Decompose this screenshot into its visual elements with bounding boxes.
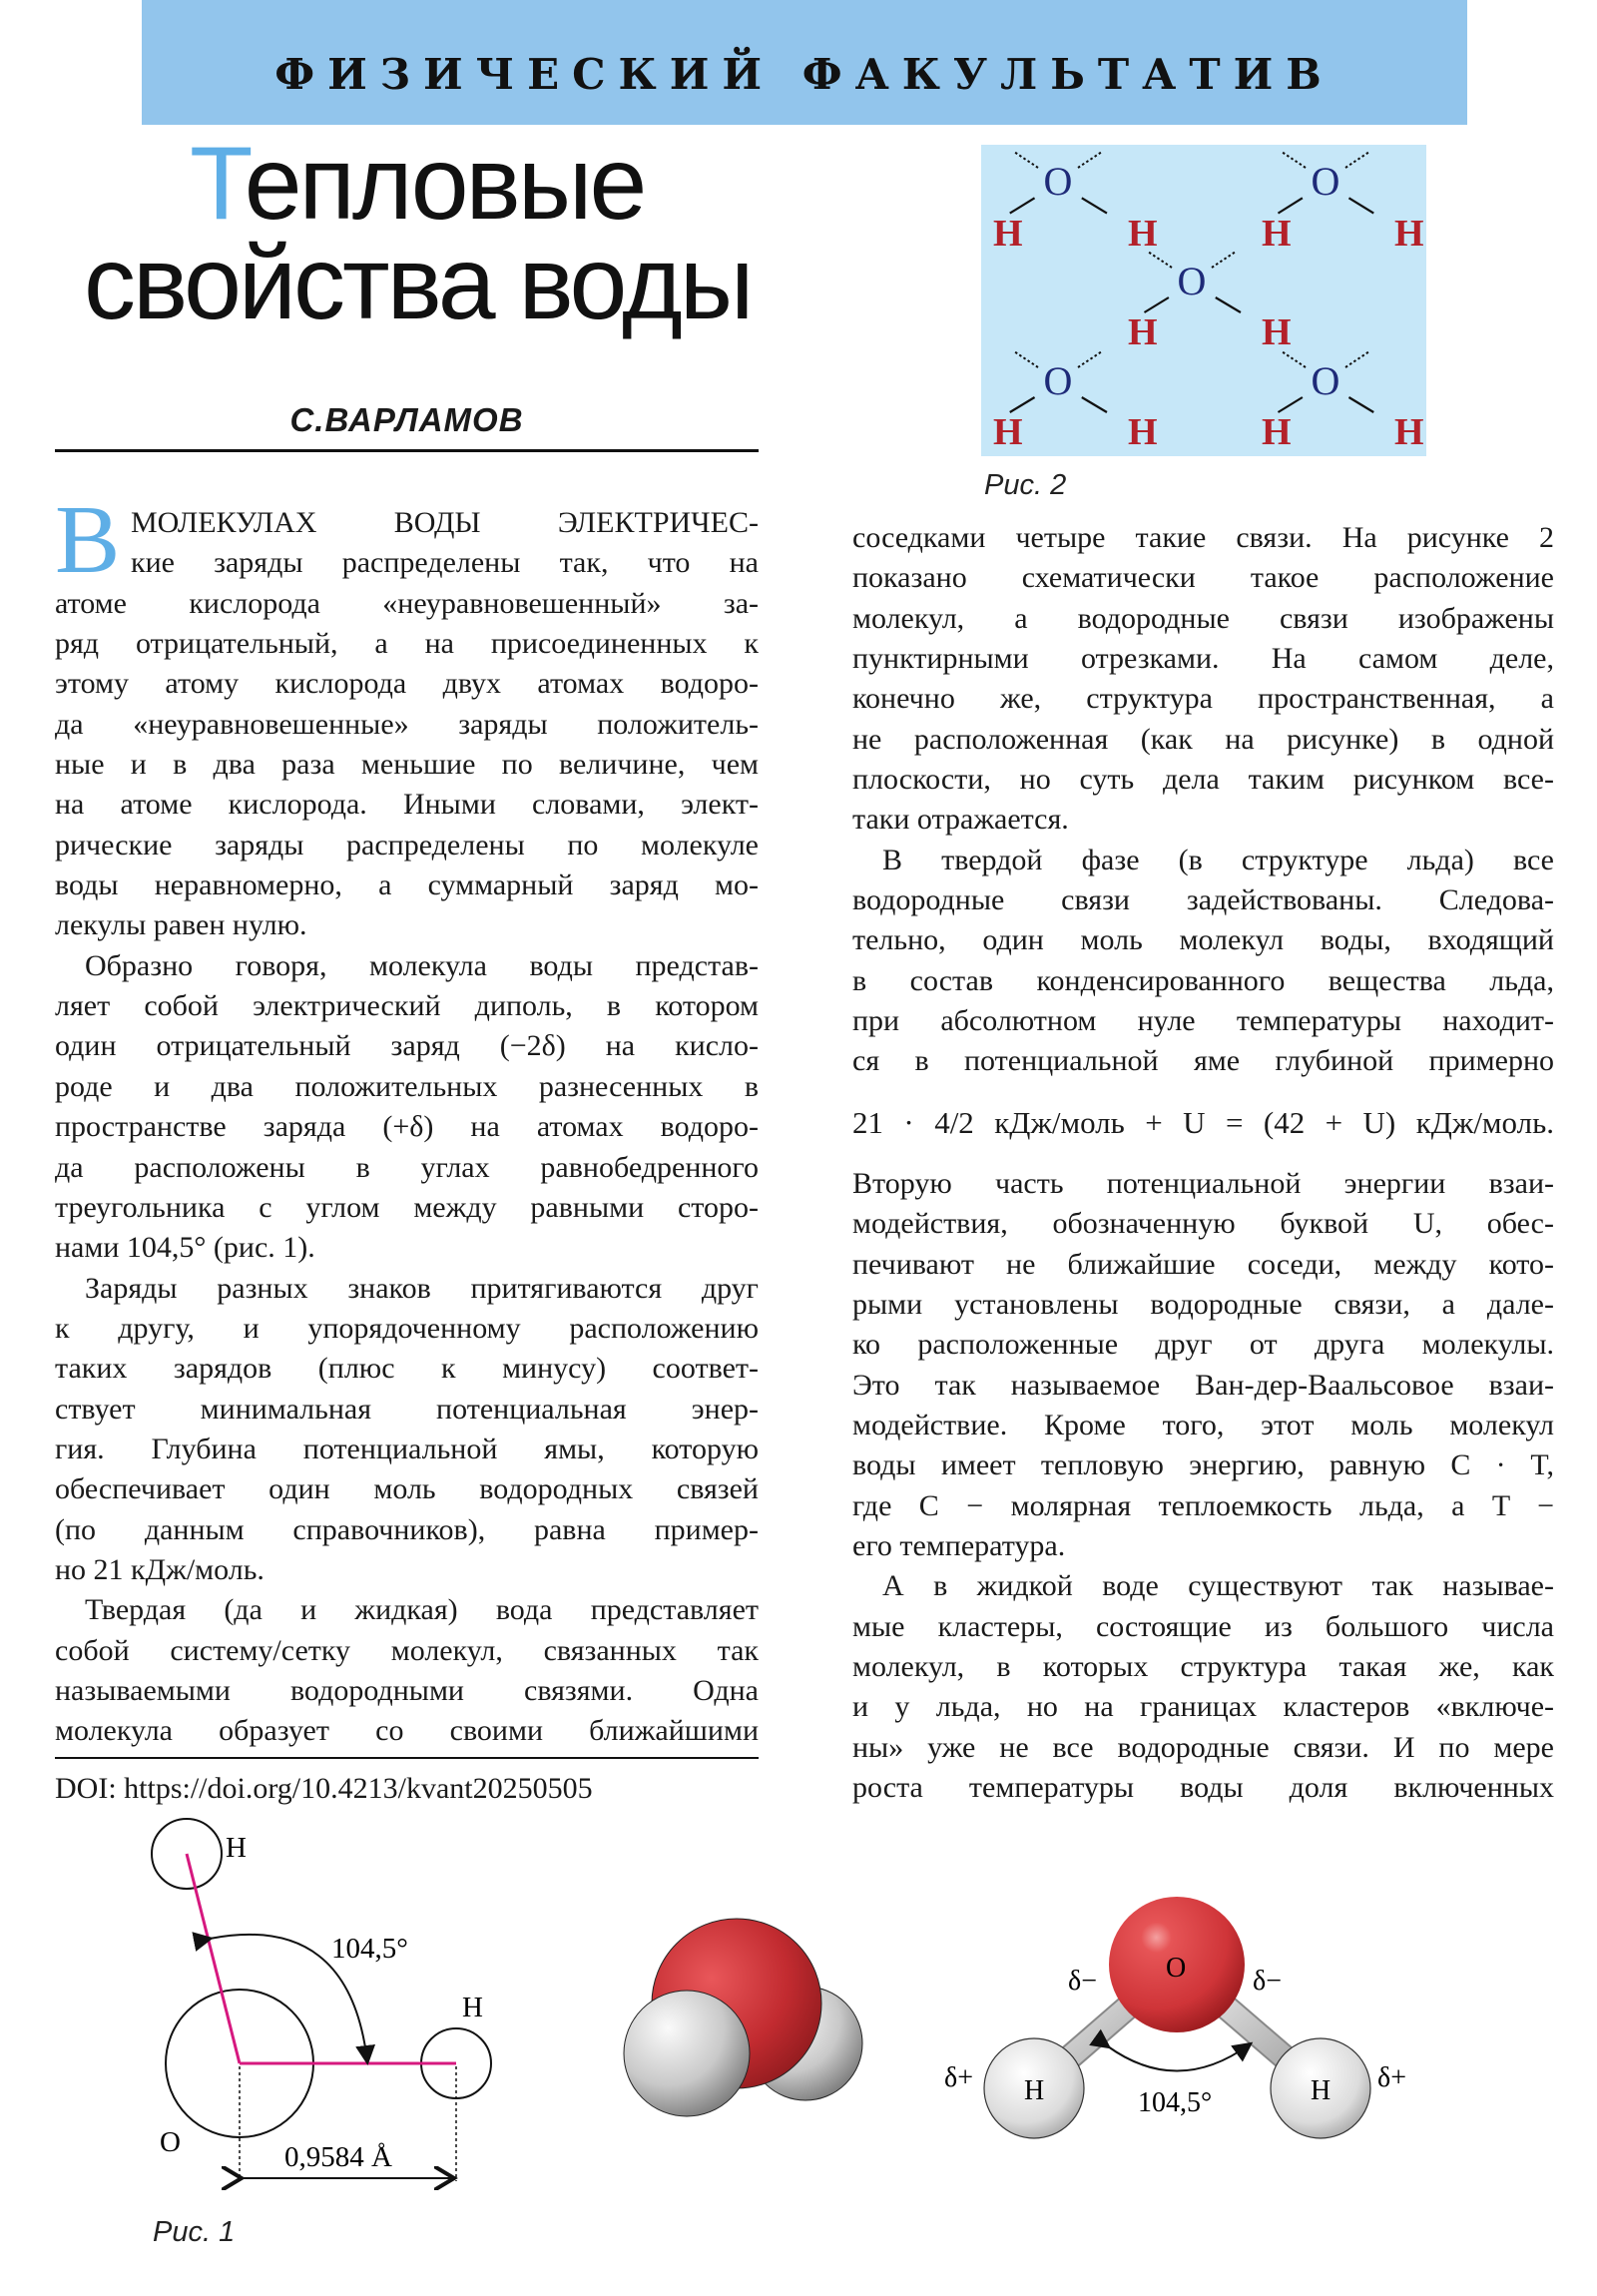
text-line: к другу, и упорядоченному расположению <box>55 1311 759 1345</box>
text-line: печивают не ближайшие соседи, между кото- <box>852 1247 1554 1281</box>
text-line: ко расположенные друг от друга молекулы. <box>852 1328 1554 1362</box>
length-label: 0,9584 Å <box>284 2141 392 2173</box>
label-o: O <box>1166 1953 1187 1984</box>
text-line: молекул, в которых структура такая же, как <box>852 1650 1554 1684</box>
text-line: роде и два положительных разнесенных в <box>55 1069 759 1103</box>
text-line: атоме кислорода «неуравновешенный» за- <box>55 586 759 620</box>
hydrogen-label: H <box>1394 411 1424 453</box>
hydrogen-label: H <box>1262 411 1292 453</box>
text-line: ные и в два раза меньшие по величине, чем <box>55 748 759 782</box>
delta-minus-left: δ− <box>1068 1966 1097 1997</box>
ball-stick-model <box>938 1847 1457 2166</box>
figure-1-caption: Рис. 1 <box>153 2216 236 2248</box>
hydrogen-label: H <box>1262 213 1292 255</box>
label-h-top: H <box>226 1832 247 1864</box>
hydrogen-label: H <box>1128 213 1158 255</box>
delta-plus-right: δ+ <box>1377 2062 1406 2093</box>
text-line: ны» уже не все водородные связи. И по мере <box>852 1730 1554 1764</box>
text-line: рыми установлены водородные связи, а дале- <box>852 1288 1554 1322</box>
text-line: пунктирными отрезками. На самом деле, <box>852 642 1554 676</box>
oxygen-label: O <box>1043 358 1073 403</box>
text-line: обеспечивает один моль водородных связей <box>55 1472 759 1506</box>
text-line: роста температуры воды доля включенных <box>852 1771 1554 1805</box>
text-line: конечно же, структура пространственная, а <box>852 682 1554 716</box>
text-line: гия. Глубина потенциальной ямы, которую <box>55 1432 759 1465</box>
text-line: Твердая (да и жидкая) вода представляет <box>85 1593 759 1627</box>
text-line: на атоме кислорода. Иными словами, элект- <box>55 788 759 822</box>
drop-cap: В <box>55 486 121 594</box>
text-line: А в жидкой воде существуют так называе- <box>882 1569 1554 1603</box>
text-line: молекул, а водородные связи изображены <box>852 601 1554 635</box>
text-line: один отрицательный заряд (−2δ) на кисло- <box>55 1029 759 1063</box>
rubric-title: ФИЗИЧЕСКИЙ ФАКУЛЬТАТИВ <box>274 50 1334 99</box>
hydrogen-label: H <box>1394 213 1424 255</box>
text-line: да «неуравновешенные» заряды положитель- <box>55 707 759 741</box>
hydrogen-label: H <box>1128 311 1158 353</box>
text-line: кие заряды распределены так, что на <box>131 546 759 580</box>
hydrogen-label: H <box>993 411 1023 453</box>
doi-link[interactable]: DOI: https://doi.org/10.4213/kvant20250505 <box>55 1772 593 1805</box>
label-o: O <box>160 2126 181 2158</box>
delta-minus-right: δ− <box>1253 1966 1282 1997</box>
hydrogen-sphere-left <box>624 1991 750 2116</box>
text-line: Вторую часть потенциальной энергии взаи- <box>852 1167 1554 1200</box>
text-line: модействие. Кроме того, этот моль молекул <box>852 1409 1554 1442</box>
text-line: этому атому кислорода двух атомах водоро- <box>55 667 759 701</box>
text-line: называемыми водородными связями. Одна <box>55 1673 759 1707</box>
text-line: собой систему/сетку молекул, связанных так <box>55 1633 759 1667</box>
oxygen-label: O <box>1043 159 1073 204</box>
label-h-left: H <box>1024 2075 1045 2106</box>
author-divider <box>55 449 759 452</box>
text-line: таких зарядов (плюс к минусу) соответ- <box>55 1352 759 1386</box>
space-filling-model <box>599 1877 898 2136</box>
text-line: таки отражается. <box>852 803 1069 837</box>
energy-formula: 21 · 4/2 кДж/моль + U = (42 + U) кДж/моль. <box>852 1105 1554 1140</box>
right-column-text-bottom <box>852 1164 1554 1809</box>
footnote-divider <box>55 1757 759 1759</box>
figure-2-caption: Рис. 2 <box>984 469 1067 501</box>
label-h-right: H <box>462 1992 483 2023</box>
text-line: да расположены в углах равнобедренного <box>55 1150 759 1184</box>
text-line: но 21 кДж/моль. <box>55 1552 265 1586</box>
text-line: Заряды разных знаков притягиваются друг <box>85 1271 759 1305</box>
text-line: Это так называемое Ван-дер-Ваальсовое взаи- <box>852 1368 1554 1402</box>
figure-1-geometry <box>130 1817 529 2216</box>
text-line: и у льда, но на границах кластеров «включе- <box>852 1690 1554 1724</box>
text-line: при абсолютном нуле температуры находит- <box>852 1004 1554 1038</box>
text-line: В твердой фазе (в структуре льда) все <box>882 843 1554 876</box>
angle-label: 104,5° <box>1138 2087 1213 2118</box>
text-line: нами 104,5° (рис. 1). <box>55 1231 315 1265</box>
angle-arc <box>1108 2044 1250 2071</box>
text-line: тельно, один моль молекул воды, входящий <box>852 923 1554 957</box>
text-line: (по данным справочников), равна пример- <box>55 1512 759 1546</box>
article-title-line1 <box>190 126 645 242</box>
text-line: модействия, обозначенную буквой U, обес- <box>852 1207 1554 1241</box>
text-line: воды неравномерно, а суммарный заряд мо- <box>55 868 759 902</box>
text-line: ствует минимальная потенциальная энер- <box>55 1392 759 1426</box>
text-line: воды имеет тепловую энергию, равную C · T, <box>852 1448 1554 1482</box>
oxygen-label: O <box>1177 259 1207 303</box>
text-line: лекулы равен нулю. <box>55 908 307 942</box>
text-line: плоскости, но суть дела таким рисунком все- <box>852 763 1554 797</box>
text-line: треугольника с углом между равными сторо- <box>55 1190 759 1224</box>
figure-2-hydrogen-bonds <box>981 145 1426 456</box>
text-line: не расположенная (как на рисунке) в одной <box>852 722 1554 756</box>
text-line: ляет собой электрический диполь, в котором <box>55 989 759 1023</box>
text-line: где C − молярная теплоемкость льда, а T − <box>852 1488 1554 1522</box>
hydrogen-label: H <box>1128 411 1158 453</box>
title-accent-letter: Т <box>190 126 245 242</box>
text-line: соседками четыре такие связи. На рисунке 2 <box>852 521 1554 554</box>
hydrogen-label: H <box>1262 311 1292 353</box>
text-line: Образно говоря, молекула воды представ- <box>85 948 759 982</box>
text-line: его температура. <box>852 1529 1066 1563</box>
label-h-right: H <box>1311 2075 1331 2106</box>
text-line: молекула образует со своими ближайшими <box>55 1714 759 1748</box>
text-line: водородные связи задействованы. Следова- <box>852 883 1554 917</box>
bond-line-top <box>187 1854 240 2063</box>
angle-label: 104,5° <box>331 1933 408 1965</box>
oxygen-label: O <box>1311 159 1340 204</box>
oxygen-label: O <box>1311 358 1340 403</box>
text-line: МОЛЕКУЛАХ ВОДЫ ЭЛЕКТРИЧЕС- <box>131 506 759 539</box>
text-line: показано схематически такое расположение <box>852 561 1554 595</box>
text-line: пространстве заряда (+δ) на атомах водоро- <box>55 1110 759 1144</box>
hydrogen-label: H <box>993 213 1023 255</box>
text-line: ся в потенциальной яме глубиной примерно <box>852 1044 1554 1078</box>
title-line1-rest: епловые <box>244 126 645 242</box>
delta-plus-left: δ+ <box>944 2062 973 2093</box>
left-column-text <box>55 503 759 1752</box>
text-line: ряд отрицательный, а на присоединенных к <box>55 627 759 661</box>
author-name: С.ВАРЛАМОВ <box>289 401 524 438</box>
text-line: рические заряды распределены по молекуле <box>55 828 759 861</box>
text-line: в состав конденсированного вещества льда, <box>852 963 1554 997</box>
right-column-text-top <box>852 518 1554 1082</box>
text-line: мые кластеры, состоящие из большого числа <box>852 1609 1554 1643</box>
article-title-line2: свойства воды <box>84 226 752 341</box>
